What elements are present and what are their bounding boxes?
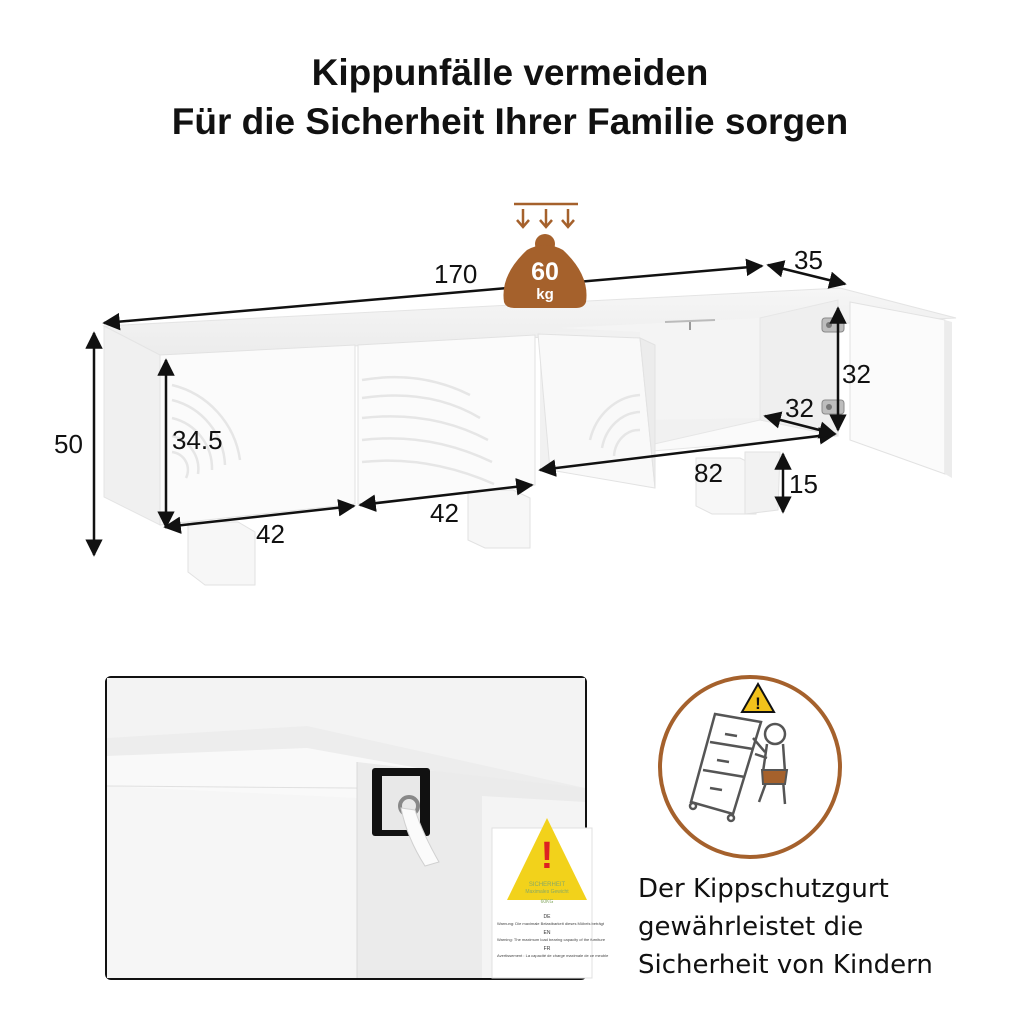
down-arrow-icon bbox=[514, 204, 578, 227]
dim-compartment-width: 82 bbox=[694, 458, 723, 488]
label-title: SICHERHEIT bbox=[528, 882, 566, 888]
caption-line-1: Der Kippschutzgurt bbox=[638, 874, 889, 904]
label-lang-en: EN bbox=[543, 930, 551, 936]
child-pushing-drawer-icon bbox=[655, 672, 845, 862]
label-lang-de: DE bbox=[543, 914, 551, 920]
weight-unit: kg bbox=[536, 286, 554, 303]
cabinet-door-3-open bbox=[538, 334, 655, 488]
dim-depth: 35 bbox=[794, 245, 823, 275]
caption-line-3: Sicherheit von Kindern bbox=[638, 950, 933, 980]
dim-door1-width: 42 bbox=[256, 519, 285, 549]
dim-total-height: 50 bbox=[54, 429, 83, 459]
label-weight: 60KG bbox=[540, 899, 554, 905]
dim-door2-width: 42 bbox=[430, 498, 459, 528]
dim-inner-depth: 32 bbox=[785, 393, 814, 423]
label-line-1: Warnung: Die maximale Belastbarkeit dieses Möbels beträgt bbox=[497, 921, 605, 926]
caption-line-2: gewährleistet die bbox=[638, 912, 864, 942]
svg-text:!: ! bbox=[540, 835, 554, 877]
cabinet-door-2 bbox=[358, 335, 535, 504]
anti-tip-strap-photo bbox=[105, 676, 609, 980]
label-line-3: Avertissement : La capacité de charge maximale de ce meuble bbox=[497, 953, 609, 958]
cabinet-side bbox=[104, 326, 160, 525]
dim-leg-height: 15 bbox=[789, 469, 818, 499]
label-lang-fr: FR bbox=[543, 946, 551, 952]
dim-total-width: 170 bbox=[434, 259, 478, 289]
label-subtitle: Maximales Gewicht bbox=[525, 889, 569, 895]
headline-line-1: Kippunfälle vermeiden bbox=[311, 52, 709, 93]
warning-label bbox=[492, 818, 609, 978]
svg-text:!: ! bbox=[755, 694, 761, 713]
label-line-2: Warning: The maximum load bearing capacity of the furniture bbox=[497, 937, 606, 942]
weight-value: 60 bbox=[531, 258, 559, 286]
cabinet-door-4-open bbox=[850, 302, 952, 478]
dim-door-height: 34.5 bbox=[172, 425, 223, 455]
dim-inner-height: 32 bbox=[842, 359, 871, 389]
safety-caption bbox=[638, 870, 1008, 984]
headline-line-2: Für die Sicherheit Ihrer Familie sorgen bbox=[171, 101, 849, 142]
